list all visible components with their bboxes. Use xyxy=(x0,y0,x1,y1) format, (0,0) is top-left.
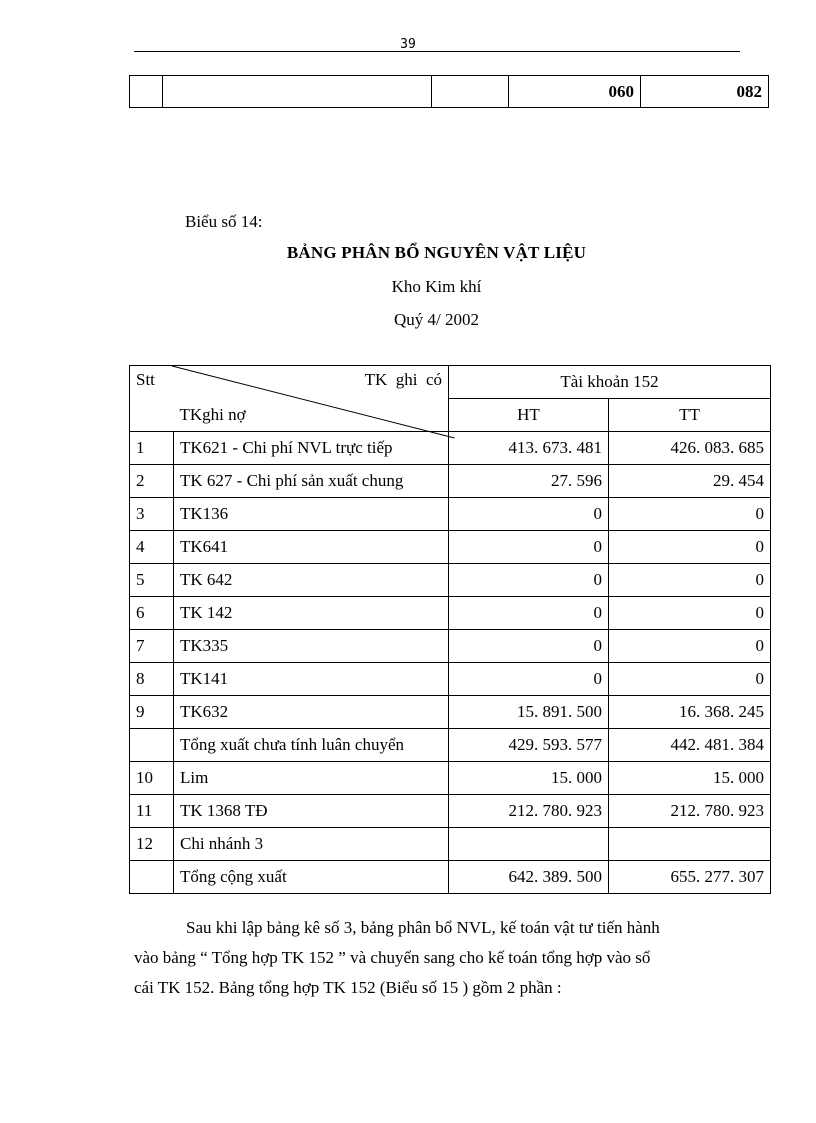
tt-value-cell xyxy=(609,828,771,861)
stt-cell: 10 xyxy=(130,762,174,795)
tt-value-cell: 0 xyxy=(609,663,771,696)
stt-cell: 4 xyxy=(130,531,174,564)
ht-value-cell: 0 xyxy=(449,597,609,630)
table-row xyxy=(130,564,771,597)
table-row xyxy=(130,76,769,108)
stt-cell: 5 xyxy=(130,564,174,597)
tt-value-cell: 0 xyxy=(609,597,771,630)
table-cell xyxy=(163,76,432,108)
tt-value-cell: 442. 481. 384 xyxy=(609,729,771,762)
continued-table-row xyxy=(129,75,769,108)
ht-value-cell: 0 xyxy=(449,498,609,531)
tt-value-cell: 16. 368. 245 xyxy=(609,696,771,729)
account-name-cell: TK141 xyxy=(174,663,449,696)
table-row xyxy=(130,795,771,828)
stt-cell: 1 xyxy=(130,432,174,465)
stt-cell xyxy=(130,729,174,762)
account-name-cell: TK632 xyxy=(174,696,449,729)
table-row xyxy=(130,465,771,498)
table-cell xyxy=(432,76,509,108)
stt-cell: 7 xyxy=(130,630,174,663)
ht-value-cell xyxy=(449,828,609,861)
account-name-cell: TK335 xyxy=(174,630,449,663)
account-name-cell: Chi nhánh 3 xyxy=(174,828,449,861)
paragraph-line: cái TK 152. Bảng tổng hợp TK 152 (Biểu số 15 ) gồm 2 phần : xyxy=(134,978,562,997)
ht-value-cell: 429. 593. 577 xyxy=(449,729,609,762)
tt-value-cell: 426. 083. 685 xyxy=(609,432,771,465)
warehouse-subtitle: Kho Kim khí xyxy=(391,277,482,296)
ht-value-cell: 15. 000 xyxy=(449,762,609,795)
table-row xyxy=(130,630,771,663)
stt-cell: 8 xyxy=(130,663,174,696)
table-row xyxy=(130,498,771,531)
ht-value-cell: 0 xyxy=(449,564,609,597)
table-row xyxy=(130,762,771,795)
table-cell xyxy=(130,76,163,108)
account-name-cell: TK 642 xyxy=(174,564,449,597)
account-header: Tài khoản 152 xyxy=(449,366,771,399)
tt-value-cell: 0 xyxy=(609,630,771,663)
tt-value-cell: 15. 000 xyxy=(609,762,771,795)
stt-cell: 9 xyxy=(130,696,174,729)
stt-cell: 3 xyxy=(130,498,174,531)
tt-value-cell: 0 xyxy=(609,564,771,597)
ht-value-cell: 642. 389. 500 xyxy=(449,861,609,894)
table-row xyxy=(130,432,771,465)
table-cell: 060 xyxy=(509,76,641,108)
table-row xyxy=(130,597,771,630)
debit-header: TKghi nợ xyxy=(179,405,246,424)
ht-value-cell: 27. 596 xyxy=(449,465,609,498)
document-title: BẢNG PHÂN BỔ NGUYÊN VẬT LIỆU xyxy=(286,243,587,262)
page-number: 39 xyxy=(400,37,416,52)
table-header-row xyxy=(130,366,771,399)
table-row xyxy=(130,861,771,894)
header-rule xyxy=(134,51,740,52)
account-name-cell: TK 1368 TĐ xyxy=(174,795,449,828)
table-row xyxy=(130,696,771,729)
table-row xyxy=(130,828,771,861)
tt-header: TT xyxy=(609,399,771,432)
stt-cell: 2 xyxy=(130,465,174,498)
paragraph-line: Sau khi lập bảng kê số 3, bảng phân bổ NVL, kế toán vật tư tiến hành xyxy=(186,918,660,937)
account-name-cell: Tổng xuất chưa tính luân chuyển xyxy=(174,729,449,762)
tt-value-cell: 0 xyxy=(609,531,771,564)
ht-value-cell: 0 xyxy=(449,531,609,564)
stt-cell: 12 xyxy=(130,828,174,861)
tt-value-cell: 655. 277. 307 xyxy=(609,861,771,894)
account-name-cell: TK 627 - Chi phí sản xuất chung xyxy=(174,465,449,498)
tt-value-cell: 0 xyxy=(609,498,771,531)
allocation-table xyxy=(129,365,771,894)
account-name-cell: TK136 xyxy=(174,498,449,531)
period-subtitle: Quý 4/ 2002 xyxy=(394,310,479,329)
account-name-cell: Tổng cộng xuất xyxy=(174,861,449,894)
account-name-cell: TK621 - Chi phí NVL trực tiếp xyxy=(174,432,449,465)
ht-value-cell: 413. 673. 481 xyxy=(449,432,609,465)
body-paragraph xyxy=(134,913,740,1003)
stt-header: Stt xyxy=(130,366,174,432)
ht-value-cell: 15. 891. 500 xyxy=(449,696,609,729)
stt-cell xyxy=(130,861,174,894)
table-row xyxy=(130,531,771,564)
stt-cell: 6 xyxy=(130,597,174,630)
account-name-cell: TK 142 xyxy=(174,597,449,630)
ht-value-cell: 0 xyxy=(449,663,609,696)
account-name-cell: TK641 xyxy=(174,531,449,564)
tt-value-cell: 29. 454 xyxy=(609,465,771,498)
table-row xyxy=(130,729,771,762)
ht-header: HT xyxy=(449,399,609,432)
table-body xyxy=(130,432,771,894)
table-cell: 082 xyxy=(641,76,769,108)
ht-value-cell: 0 xyxy=(449,630,609,663)
account-name-cell: Lim xyxy=(174,762,449,795)
diagonal-header-cell xyxy=(174,366,449,432)
stt-cell: 11 xyxy=(130,795,174,828)
credit-header: TK ghi có xyxy=(364,370,442,389)
figure-caption: Biểu số 14: xyxy=(185,212,263,231)
paragraph-line: vào bảng “ Tổng hợp TK 152 ” và chuyển sang cho kế toán tổng hợp vào sổ xyxy=(134,948,651,967)
table-row xyxy=(130,663,771,696)
ht-value-cell: 212. 780. 923 xyxy=(449,795,609,828)
tt-value-cell: 212. 780. 923 xyxy=(609,795,771,828)
